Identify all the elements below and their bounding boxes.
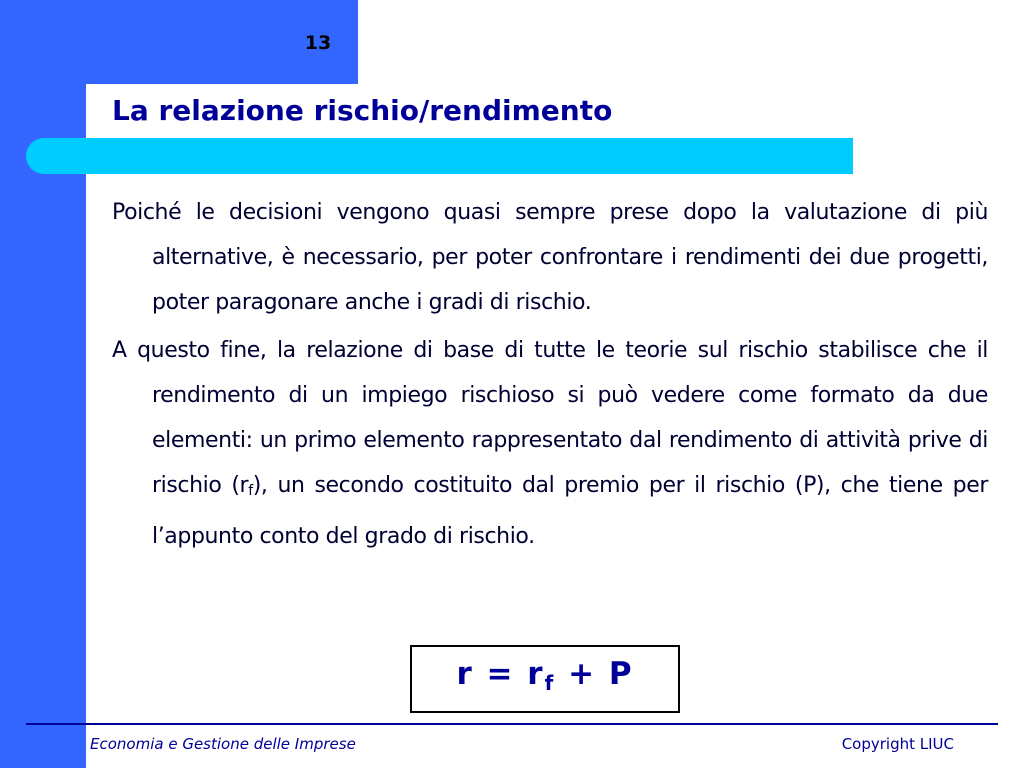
paragraph-2-subscript: f	[248, 483, 253, 499]
left-decorative-band	[0, 0, 86, 768]
footer-divider	[26, 723, 998, 725]
paragraph-2-text-end: ), un secondo costituito dal premio per il rischio (P), che tiene per l’appunto conto del grado di rischio.	[152, 473, 988, 549]
paragraph-2-text-start: A questo fine, la relazione di base di tutte le teorie sul rischio stabilisce che il rendimento di un impiego rischioso si può vedere come formato da due elementi: un primo elemento rappresentato dal rendimento di attività prive di rischio (r	[112, 338, 988, 498]
title-accent-bar	[26, 138, 853, 174]
formula-box	[410, 645, 680, 713]
formula	[456, 656, 633, 695]
footer-copyright: Copyright LIUC	[841, 735, 954, 753]
slide-body	[112, 190, 988, 562]
slide-number: 13	[304, 32, 332, 54]
body-paragraph-2	[112, 328, 988, 559]
footer-course-name: Economia e Gestione delle Imprese	[90, 735, 356, 753]
body-paragraph-1: Poiché le decisioni vengono quasi sempre prese dopo la valutazione di più alternative, è necessario, per poter confrontare i rendimenti dei due progetti, poter paragonare anche i gradi di rischio.	[112, 200, 988, 315]
slide-title: La relazione rischio/rendimento	[112, 94, 613, 127]
formula-subscript: f	[544, 670, 556, 695]
formula-left: r = r	[456, 655, 545, 692]
formula-right: + P	[555, 655, 634, 692]
